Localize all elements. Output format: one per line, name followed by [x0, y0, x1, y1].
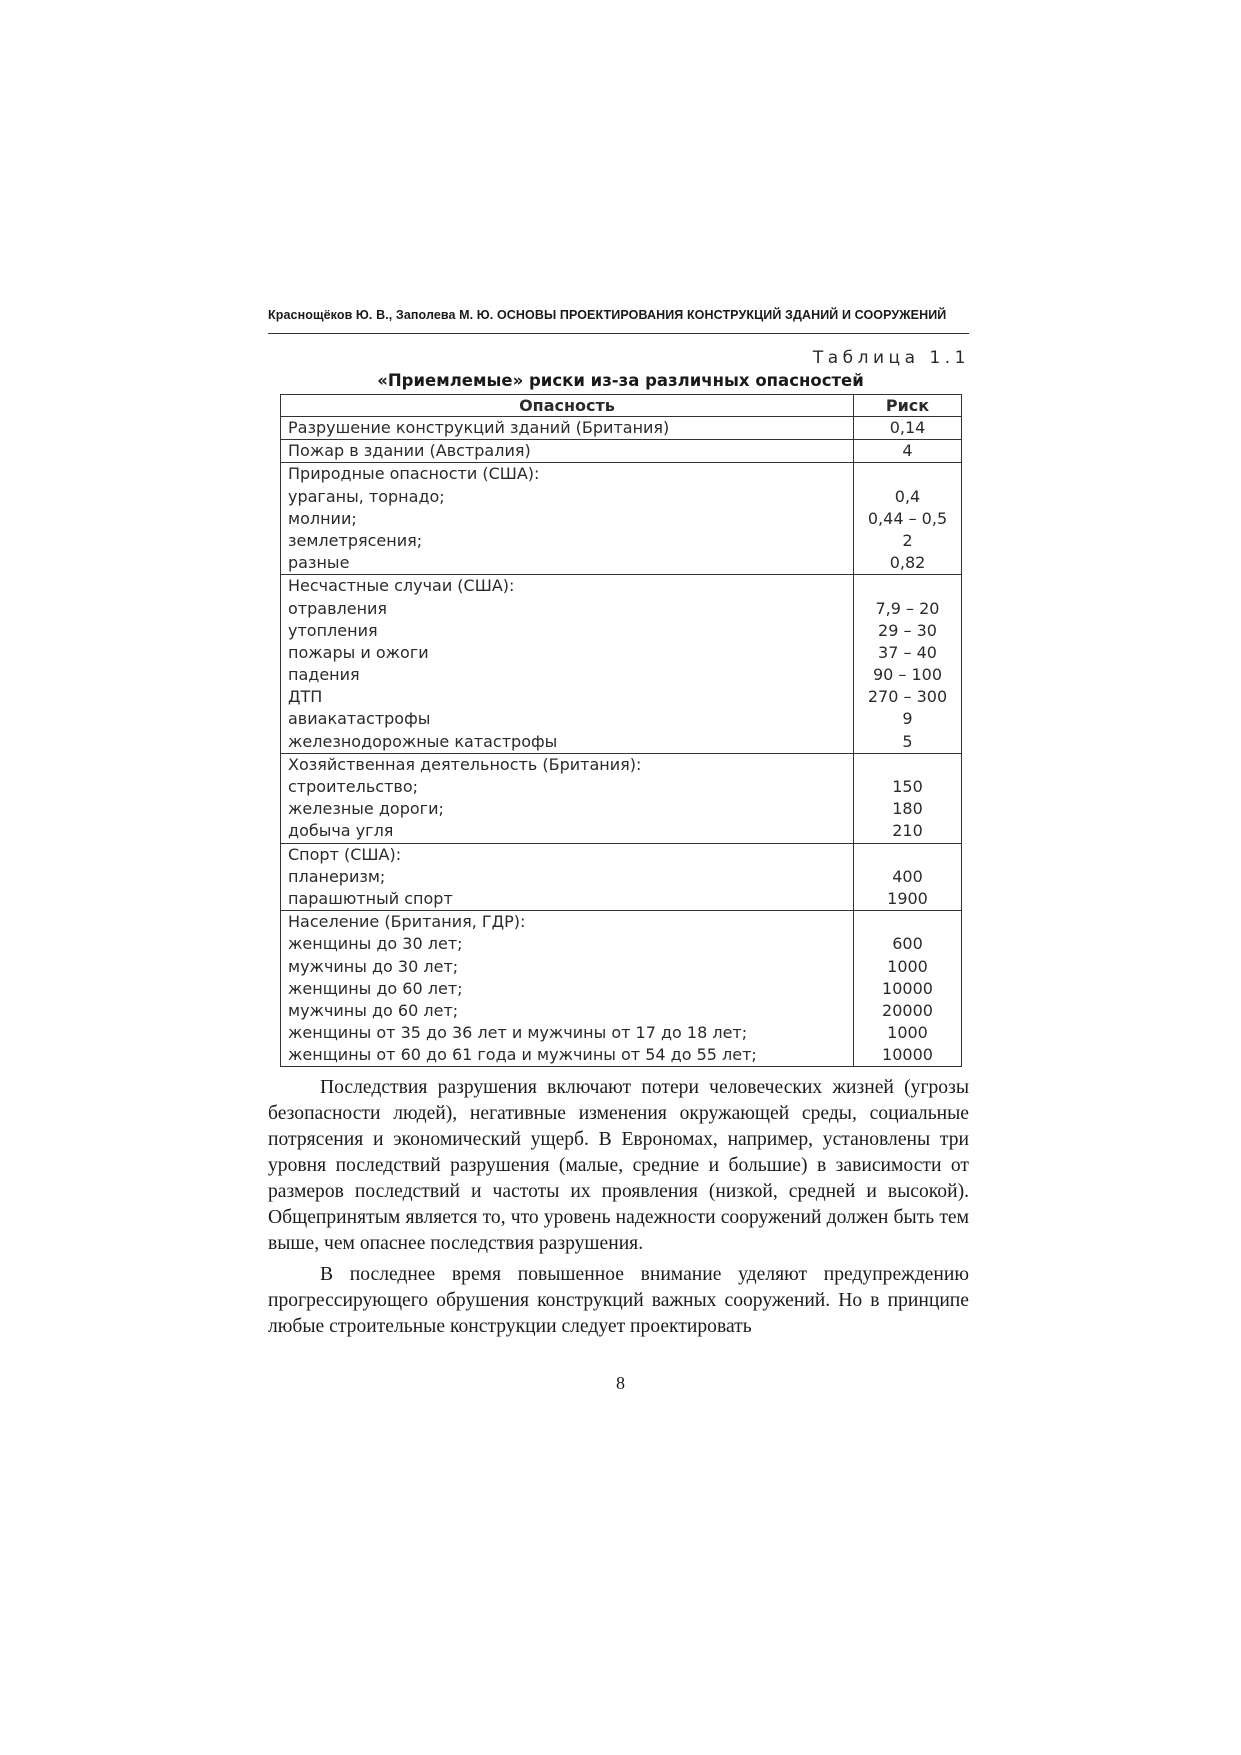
risk-value: 20000	[882, 1000, 933, 1020]
risk-value: 270 – 300	[867, 687, 948, 707]
risk-cell	[854, 843, 962, 911]
hazard-line: железные дороги;	[288, 799, 444, 819]
hazard-line: Пожар в здании (Австралия)	[288, 441, 531, 461]
hazard-cell	[281, 911, 854, 1067]
risk-value: 29 – 30	[878, 620, 937, 640]
hazard-line: молнии;	[288, 508, 357, 528]
hazard-line: женщины от 35 до 36 лет и мужчины от 17 до 18 лет;	[288, 1023, 748, 1043]
risk-value: 1000	[887, 1023, 928, 1043]
risk-value: 0,14	[889, 418, 926, 437]
page-number: 8	[616, 1373, 625, 1393]
table-title: «Приемлемые» риски из-за различных опасностей	[377, 371, 864, 390]
table-row	[281, 575, 962, 754]
hazard-line: добыча угля	[288, 821, 394, 841]
table-row	[281, 753, 962, 843]
hazard-line: Разрушение конструкций зданий (Британия)	[288, 418, 670, 437]
risk-value: 0,4	[894, 486, 921, 506]
risk-value: 90 – 100	[872, 665, 943, 685]
column-header-hazard: Опасность	[281, 395, 854, 417]
paragraph: Последствия разрушения включают потери человеческих жизней (угрозы безопасности людей), негативные изменения окружающей среды, социальные потрясения и экономический ущерб. В Еврономах, например, установлены три уровня последствий разрушения (малые, средние и большие) в зависимости от размеров последствий и частоты их проявления (низкой, средней и высокой). Общепринятым является то, что уровень надежности сооружений должен быть тем выше, чем опаснее последствия разрушения.	[268, 1077, 969, 1254]
risk-value: 4	[902, 441, 913, 461]
risk-cell	[854, 440, 962, 463]
hazard-line: железнодорожные катастрофы	[288, 731, 558, 751]
risk-value: 10000	[882, 1045, 933, 1065]
risk-value: 150	[892, 777, 923, 796]
body-text	[268, 1075, 969, 1345]
risk-value: 9	[902, 709, 913, 729]
hazard-line: ураганы, торнадо;	[288, 486, 445, 506]
hazard-line: землетрясения;	[288, 530, 423, 550]
hazard-line: Несчастные случаи (США):	[288, 576, 515, 596]
hazard-line: авиакатастрофы	[288, 709, 431, 729]
risk-value: 5	[902, 731, 913, 751]
risk-table	[280, 394, 962, 1067]
risk-cell	[854, 417, 962, 440]
hazard-line: женщины до 60 лет;	[288, 978, 463, 998]
hazard-line: строительство;	[288, 777, 419, 796]
hazard-line: женщины до 30 лет;	[288, 934, 463, 954]
hazard-line: мужчины до 30 лет;	[288, 956, 459, 976]
risk-value: 37 – 40	[878, 642, 937, 662]
header-rule	[268, 333, 969, 334]
hazard-cell	[281, 440, 854, 463]
risk-value	[854, 575, 961, 597]
column-header-risk: Риск	[854, 395, 962, 417]
running-header: Краснощёков Ю. В., Заполева М. Ю. ОСНОВЫ ПРОЕКТИРОВАНИЯ КОНСТРУКЦИЙ ЗДАНИЙ И СООРУЖЕНИЙ	[268, 308, 947, 322]
hazard-cell	[281, 417, 854, 440]
hazard-cell	[281, 575, 854, 754]
risk-value: 1900	[887, 888, 928, 908]
hazard-line: Население (Британия, ГДР):	[288, 912, 526, 932]
risk-table-body	[281, 417, 962, 1067]
risk-value	[854, 754, 961, 776]
risk-value: 10000	[882, 978, 933, 998]
risk-value	[854, 463, 961, 485]
hazard-line: мужчины до 60 лет;	[288, 1000, 459, 1020]
risk-value: 0,44 – 0,5	[867, 508, 948, 528]
table-row	[281, 440, 962, 463]
table-row	[281, 463, 962, 575]
risk-cell	[854, 463, 962, 575]
hazard-line: утопления	[288, 620, 378, 640]
table-row	[281, 911, 962, 1067]
table-row	[281, 843, 962, 911]
risk-value: 210	[892, 821, 923, 841]
hazard-line: Хозяйственная деятельность (Британия):	[288, 754, 642, 774]
hazard-cell	[281, 753, 854, 843]
hazard-line: женщины от 60 до 61 года и мужчины от 54 до 55 лет;	[288, 1045, 757, 1065]
risk-value	[854, 844, 961, 866]
hazard-line: отравления	[288, 598, 388, 618]
risk-cell	[854, 753, 962, 843]
paragraph: В последнее время повышенное внимание уделяют предупреждению прогрессирующего обрушения конструкций важных сооружений. Но в принципе любые строительные конструкции следует проектировать	[268, 1264, 969, 1337]
hazard-line: ДТП	[288, 687, 323, 707]
risk-cell	[854, 911, 962, 1067]
risk-value: 400	[892, 866, 923, 886]
risk-value	[854, 911, 961, 933]
hazard-line: разные	[288, 553, 350, 573]
table-row	[281, 417, 962, 440]
hazard-cell	[281, 463, 854, 575]
risk-value: 0,82	[889, 553, 926, 573]
risk-value: 180	[892, 799, 923, 819]
hazard-line: пожары и ожоги	[288, 642, 429, 662]
hazard-line: парашютный спорт	[288, 888, 453, 908]
hazard-line: Природные опасности (США):	[288, 464, 540, 484]
hazard-cell	[281, 843, 854, 911]
risk-value: 2	[902, 530, 913, 550]
risk-cell	[854, 575, 962, 754]
table-header-row	[281, 395, 962, 417]
risk-value: 7,9 – 20	[875, 598, 940, 618]
hazard-line: Спорт (США):	[288, 844, 402, 864]
risk-value: 1000	[887, 956, 928, 976]
risk-value: 600	[892, 934, 923, 954]
hazard-line: падения	[288, 665, 360, 685]
table-number: Таблица 1.1	[812, 348, 970, 368]
hazard-line: планеризм;	[288, 866, 386, 886]
